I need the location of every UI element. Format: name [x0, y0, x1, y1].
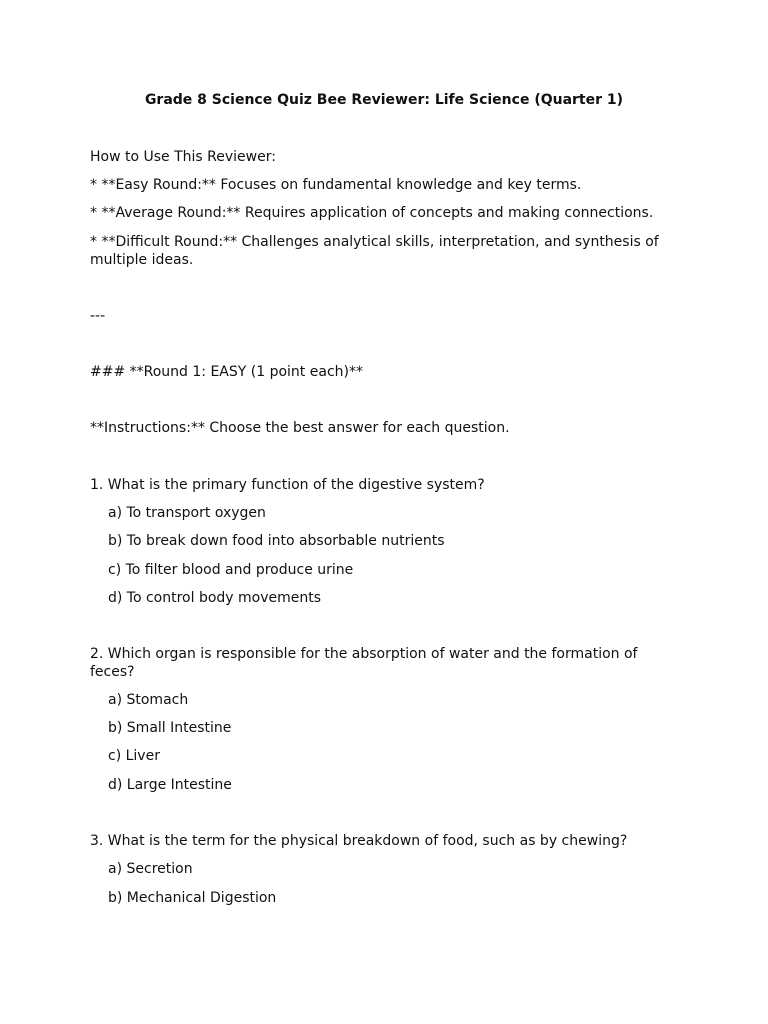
question-1-option-b: b) To break down food into absorbable nutrients [108, 533, 445, 549]
page-title: Grade 8 Science Quiz Bee Reviewer: Life Science (Quarter 1) [144, 92, 624, 108]
question-2-option-c: c) Liver [108, 748, 160, 764]
question-1-option-c: c) To filter blood and produce urine [108, 562, 354, 578]
bullet-easy-round: * **Easy Round:** Focuses on fundamental knowledge and key terms. [90, 177, 582, 193]
how-to-use-heading: How to Use This Reviewer: [90, 149, 276, 165]
question-1-option-a: a) To transport oxygen [108, 505, 266, 521]
instructions: **Instructions:** Choose the best answer for each question. [90, 420, 510, 436]
question-2-option-b: b) Small Intestine [108, 720, 232, 736]
question-3-option-b: b) Mechanical Digestion [108, 890, 277, 906]
question-2-option-d: d) Large Intestine [108, 777, 232, 793]
question-3: 3. What is the term for the physical breakdown of food, such as by chewing? [90, 833, 628, 849]
bullet-average-round: * **Average Round:** Requires application of concepts and making connections. [90, 205, 654, 221]
round-heading: ### **Round 1: EASY (1 point each)** [90, 364, 363, 380]
bullet-difficult-round: * **Difficult Round:** Challenges analytical skills, interpretation, and synthesis of multiple ideas. [90, 234, 659, 268]
question-2: 2. Which organ is responsible for the absorption of water and the formation of feces? [90, 646, 638, 680]
question-1-option-d: d) To control body movements [108, 590, 322, 606]
question-1: 1. What is the primary function of the digestive system? [90, 477, 485, 493]
question-2-option-a: a) Stomach [108, 692, 189, 708]
section-separator: --- [90, 308, 106, 324]
question-3-option-a: a) Secretion [108, 861, 193, 877]
